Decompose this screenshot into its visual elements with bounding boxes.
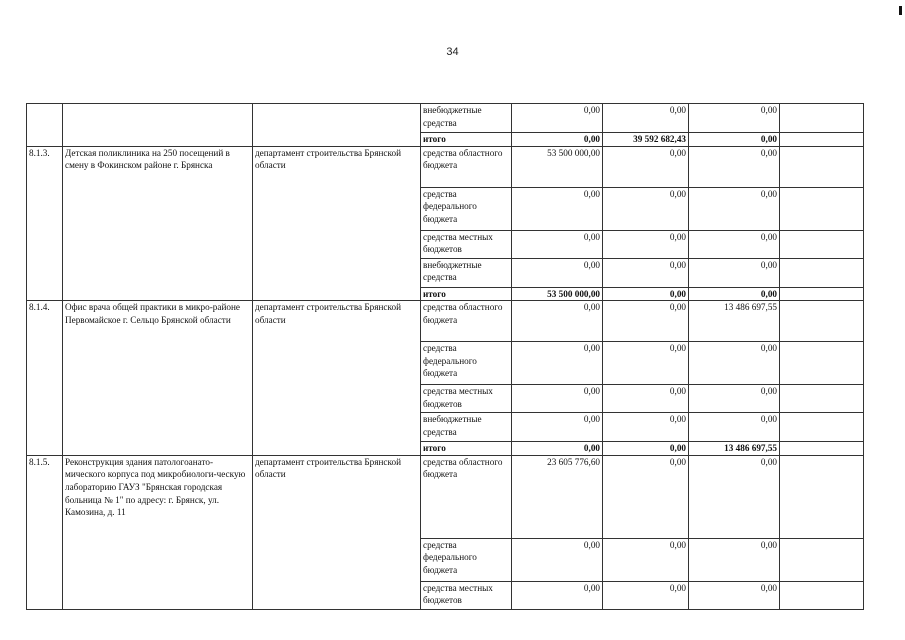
amount-cell: 0,00 [512,581,603,609]
amount-cell: 0,00 [603,146,689,187]
amount-cell: 0,00 [603,455,689,538]
amount-cell: 0,00 [512,538,603,581]
amount-cell: 0,00 [689,104,780,133]
amount-cell: 13 486 697,55 [689,442,780,456]
amount-cell: 0,00 [603,581,689,609]
table-row [27,301,864,342]
funding-source-cell: средства федерального бюджета [421,187,512,230]
table-row [27,146,864,187]
amount-cell: 0,00 [512,413,603,442]
funding-source-cell: внебюджетные средства [421,413,512,442]
empty-cell [780,581,864,609]
amount-cell: 53 500 000,00 [512,287,603,301]
amount-cell: 0,00 [603,258,689,287]
amount-cell: 0,00 [512,342,603,385]
amount-cell: 0,00 [689,133,780,147]
empty-cell [780,413,864,442]
responsible-department-cell [253,104,421,147]
amount-cell: 0,00 [603,385,689,413]
amount-cell: 0,00 [512,230,603,258]
funding-source-cell: итого [421,442,512,456]
amount-cell: 0,00 [689,413,780,442]
budget-table [26,103,864,610]
responsible-department-cell: департамент строительства Брянской области [253,301,421,456]
amount-cell: 0,00 [603,187,689,230]
item-code-cell: 8.1.3. [27,146,63,301]
item-code-cell [27,104,63,147]
item-code-cell: 8.1.4. [27,301,63,456]
empty-cell [780,538,864,581]
funding-source-cell: средства федерального бюджета [421,342,512,385]
amount-cell: 0,00 [689,581,780,609]
amount-cell: 0,00 [603,104,689,133]
empty-cell [780,104,864,133]
table-row [27,104,864,133]
amount-cell: 0,00 [512,385,603,413]
amount-cell: 0,00 [689,342,780,385]
funding-source-cell: средства областного бюджета [421,301,512,342]
amount-cell: 0,00 [689,187,780,230]
empty-cell [780,342,864,385]
amount-cell: 0,00 [603,342,689,385]
empty-cell [780,385,864,413]
amount-cell: 39 592 682,43 [603,133,689,147]
responsible-department-cell: департамент строительства Брянской области [253,455,421,609]
amount-cell: 0,00 [689,538,780,581]
amount-cell: 0,00 [512,104,603,133]
amount-cell: 0,00 [512,442,603,456]
amount-cell: 0,00 [689,230,780,258]
funding-source-cell: средства местных бюджетов [421,385,512,413]
empty-cell [780,133,864,147]
empty-cell [780,301,864,342]
amount-cell: 0,00 [689,146,780,187]
empty-cell [780,455,864,538]
item-name-cell: Реконструкция здания патологоанато-мического корпуса под микробиологи-ческую лабораторию ГАУЗ "Брянская городская больница № 1" по адресу: г. Брянск, ул. Камозина, д. 11 [63,455,253,609]
amount-cell: 0,00 [512,187,603,230]
item-name-cell: Офис врача общей практики в микро-районе Первомайское г. Сельцо Брянской области [63,301,253,456]
amount-cell: 0,00 [512,301,603,342]
item-name-cell: Детская поликлиника на 250 посещений в смену в Фокинском районе г. Брянска [63,146,253,301]
amount-cell: 0,00 [603,230,689,258]
item-code-cell: 8.1.5. [27,455,63,609]
empty-cell [780,442,864,456]
scan-edge-mark [899,6,902,15]
table-row [27,455,864,538]
amount-cell: 23 605 776,60 [512,455,603,538]
funding-source-cell: средства местных бюджетов [421,581,512,609]
amount-cell: 0,00 [512,133,603,147]
amount-cell: 0,00 [603,538,689,581]
amount-cell: 0,00 [689,287,780,301]
funding-source-cell: средства федерального бюджета [421,538,512,581]
responsible-department-cell: департамент строительства Брянской области [253,146,421,301]
funding-source-cell: средства областного бюджета [421,146,512,187]
amount-cell: 0,00 [512,258,603,287]
funding-source-cell: итого [421,287,512,301]
amount-cell: 0,00 [689,385,780,413]
empty-cell [780,287,864,301]
funding-source-cell: итого [421,133,512,147]
amount-cell: 0,00 [603,301,689,342]
funding-source-cell: внебюджетные средства [421,104,512,133]
amount-cell: 0,00 [603,287,689,301]
empty-cell [780,258,864,287]
page-number: 34 [446,46,459,58]
amount-cell: 0,00 [603,442,689,456]
amount-cell: 53 500 000,00 [512,146,603,187]
empty-cell [780,146,864,187]
empty-cell [780,230,864,258]
amount-cell: 0,00 [689,258,780,287]
funding-source-cell: средства местных бюджетов [421,230,512,258]
amount-cell: 13 486 697,55 [689,301,780,342]
item-name-cell [63,104,253,147]
funding-source-cell: средства областного бюджета [421,455,512,538]
amount-cell: 0,00 [689,455,780,538]
funding-source-cell: внебюджетные средства [421,258,512,287]
empty-cell [780,187,864,230]
amount-cell: 0,00 [603,413,689,442]
